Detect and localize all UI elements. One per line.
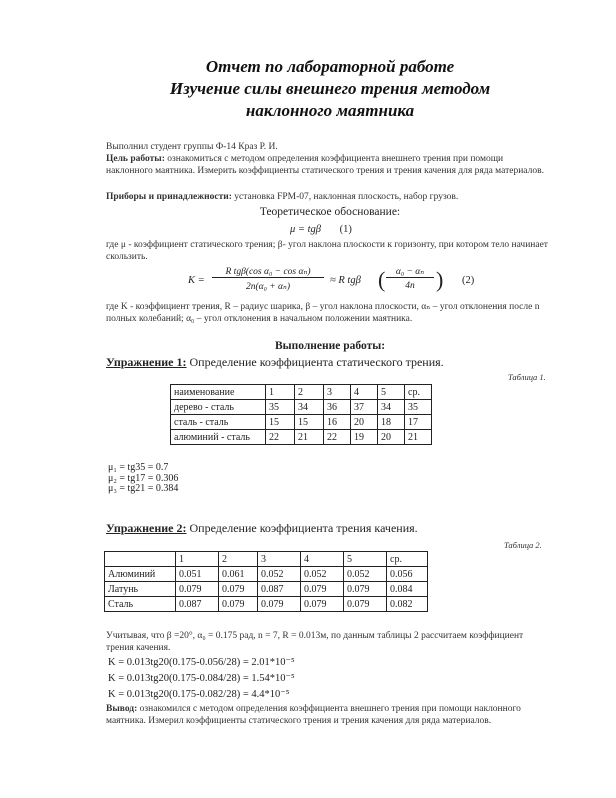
theory-heading: Теоретическое обоснование:: [259, 206, 401, 218]
table-cell: 0.087: [258, 582, 301, 597]
mu-result-3: μ₃ = tg21 = 0.384: [108, 483, 179, 494]
k-result-2: K = 0.013tg20(0.175-0.084/28) = 1.54*10⁻⁵: [108, 673, 295, 684]
table-cell: 0.061: [219, 567, 258, 582]
table-cell: 0.079: [301, 597, 344, 612]
table-cell: 36: [324, 400, 351, 415]
title-line-3: наклонного маятника: [245, 101, 415, 120]
title-line-1: Отчет по лабораторной работе: [205, 57, 455, 76]
table-cell: 34: [295, 400, 324, 415]
table-cell: 21: [295, 430, 324, 445]
table-cell: 0.082: [387, 597, 428, 612]
table-cell: 0.084: [387, 582, 428, 597]
table-cell: 35: [266, 400, 295, 415]
table-cell: 0.052: [258, 567, 301, 582]
k-result-1: K = 0.013tg20(0.175-0.056/28) = 2.01*10⁻⁵: [108, 657, 295, 668]
table-cell: 1: [266, 385, 295, 400]
table-cell: 19: [351, 430, 378, 445]
exercise-2-text: Определение коэффициента трения качения.: [186, 521, 418, 535]
title-line-2: Изучение силы внешнего трения методом: [169, 79, 491, 98]
table-cell: 35: [405, 400, 432, 415]
table-cell: 2: [295, 385, 324, 400]
table-cell: 22: [266, 430, 295, 445]
table-cell: ср.: [387, 552, 428, 567]
formula-1-expr: μ = tgβ: [290, 224, 322, 235]
formula-2-close-paren: ): [436, 267, 444, 292]
table-cell: 18: [378, 415, 405, 430]
table-cell: 20: [378, 430, 405, 445]
table-row: [171, 400, 432, 415]
table-cell: 0.079: [258, 597, 301, 612]
table-row: [105, 597, 428, 612]
table-cell: 0.079: [176, 582, 219, 597]
formula-1-description: где μ - коэффициент статического трения; β- угол наклона плоскости к горизонту, при котором тело начинает скользить.: [106, 240, 548, 262]
table-cell: 0.079: [219, 597, 258, 612]
table-2-caption: Таблица 2.: [504, 540, 542, 550]
mu-result-2: μ₂ = tg17 = 0.306: [108, 472, 179, 484]
table-cell: 0.079: [344, 582, 387, 597]
table-cell: 2: [219, 552, 258, 567]
author-line: Выполнил студент группы Ф-14 Краз Р. И.: [106, 142, 278, 152]
table-1-caption: Таблица 1.: [508, 372, 546, 382]
table-cell: 22: [324, 430, 351, 445]
formula-2-frac1-num: R tgβ(cos α₀ − cos αₙ): [212, 266, 324, 278]
table-cell: 0.052: [344, 567, 387, 582]
table-cell: ср.: [405, 385, 432, 400]
table-cell: 20: [351, 415, 378, 430]
goal-paragraph: [106, 154, 550, 177]
formula-2-frac1-den: 2n(α₀ + αₙ): [245, 282, 291, 292]
table-cell: 4: [301, 552, 344, 567]
table-cell: [105, 552, 176, 567]
table-row: [171, 430, 432, 445]
table-cell: 3: [324, 385, 351, 400]
table-cell: 0.079: [344, 597, 387, 612]
table-cell: 15: [266, 415, 295, 430]
table-row: [105, 582, 428, 597]
table-2: [104, 551, 428, 612]
table-cell: 0.087: [176, 597, 219, 612]
exercise-1-results: [108, 463, 178, 495]
table-cell: 3: [258, 552, 301, 567]
k-result-3: K = 0.013tg20(0.175-0.082/28) = 4.4*10⁻⁵: [108, 689, 290, 700]
formula-2-description: где K - коэффициент трения, R – радиус шарика, β – угол наклона плоскости, αₙ – угол отклонения после n полных колебаний; α₀ – угол отклонения в начальном положении маятника.: [106, 302, 540, 324]
conclusion-paragraph: [106, 704, 550, 727]
formula-1: [290, 224, 352, 235]
table-1: [170, 384, 432, 445]
table-cell: 0.051: [176, 567, 219, 582]
mu-result-1: μ₁ = tg35 = 0.7: [108, 462, 169, 473]
exercise-2-number: Упражнение 2:: [106, 521, 187, 535]
exercise-1-text: Определение коэффициента статического трения.: [186, 355, 444, 369]
table-cell: Сталь: [105, 597, 176, 612]
table-cell: 17: [405, 415, 432, 430]
formula-2-approx: ≈ R tgβ: [330, 275, 361, 286]
table-cell: дерево - сталь: [171, 400, 266, 415]
formula-2-open-paren: (: [378, 267, 386, 292]
equipment-label: Приборы и принадлежности:: [106, 192, 232, 202]
formula-2: [188, 266, 488, 298]
table-cell: 16: [324, 415, 351, 430]
document-title: [140, 56, 520, 122]
table-cell: 0.052: [301, 567, 344, 582]
table-row: [105, 567, 428, 582]
formula-1-number: (1): [339, 224, 352, 235]
table-cell: 5: [378, 385, 405, 400]
exercise-1-number: Упражнение 1:: [106, 355, 187, 369]
table-cell: алюминий - сталь: [171, 430, 266, 445]
table-cell: 21: [405, 430, 432, 445]
table-cell: 0.079: [301, 582, 344, 597]
table-cell: 37: [351, 400, 378, 415]
formula-2-frac2-num: α₀ − αₙ: [386, 266, 434, 278]
table-cell: 34: [378, 400, 405, 415]
formula-2-lhs: K =: [188, 275, 205, 286]
work-heading: Выполнение работы:: [274, 340, 386, 352]
exercise-2-title: [106, 521, 418, 536]
equipment-text: установка FPM-07, наклонная плоскость, набор грузов.: [231, 192, 459, 202]
table-cell: 5: [344, 552, 387, 567]
formula-2-number: (2): [462, 275, 475, 286]
table-cell: 15: [295, 415, 324, 430]
table-cell: 0.079: [219, 582, 258, 597]
exercise-2-note: Учитывая, что β =20°, α₀ = 0.175 рад, n = 7, R = 0.013м, по данным таблицы 2 рассчитаем коэффициент трения качения.: [106, 631, 524, 653]
table-row: [171, 385, 432, 400]
table-cell: сталь - сталь: [171, 415, 266, 430]
table-cell: 0.056: [387, 567, 428, 582]
goal-text: ознакомиться с методом определения коэффициента внешнего трения при помощи наклонного маятника. Измерить коэффициенты статического трения и трения качения для ряда материалов.: [106, 154, 544, 176]
table-cell: 1: [176, 552, 219, 567]
table-cell: наименование: [171, 385, 266, 400]
goal-label: Цель работы:: [106, 154, 165, 164]
table-cell: 4: [351, 385, 378, 400]
formula-2-frac2-den: 4n: [405, 281, 415, 291]
exercise-1-title: [106, 355, 444, 370]
conclusion-text: ознакомился с методом определения коэффициента внешнего трения при помощи наклонного маятника. Измерил коэффициенты статического трения и трения качения для ряда материалов.: [106, 704, 521, 726]
equipment-paragraph: [106, 192, 550, 204]
table-row: [171, 415, 432, 430]
table-cell: Латунь: [105, 582, 176, 597]
table-cell: Алюминий: [105, 567, 176, 582]
conclusion-label: Вывод:: [106, 704, 138, 714]
table-row: [105, 552, 428, 567]
